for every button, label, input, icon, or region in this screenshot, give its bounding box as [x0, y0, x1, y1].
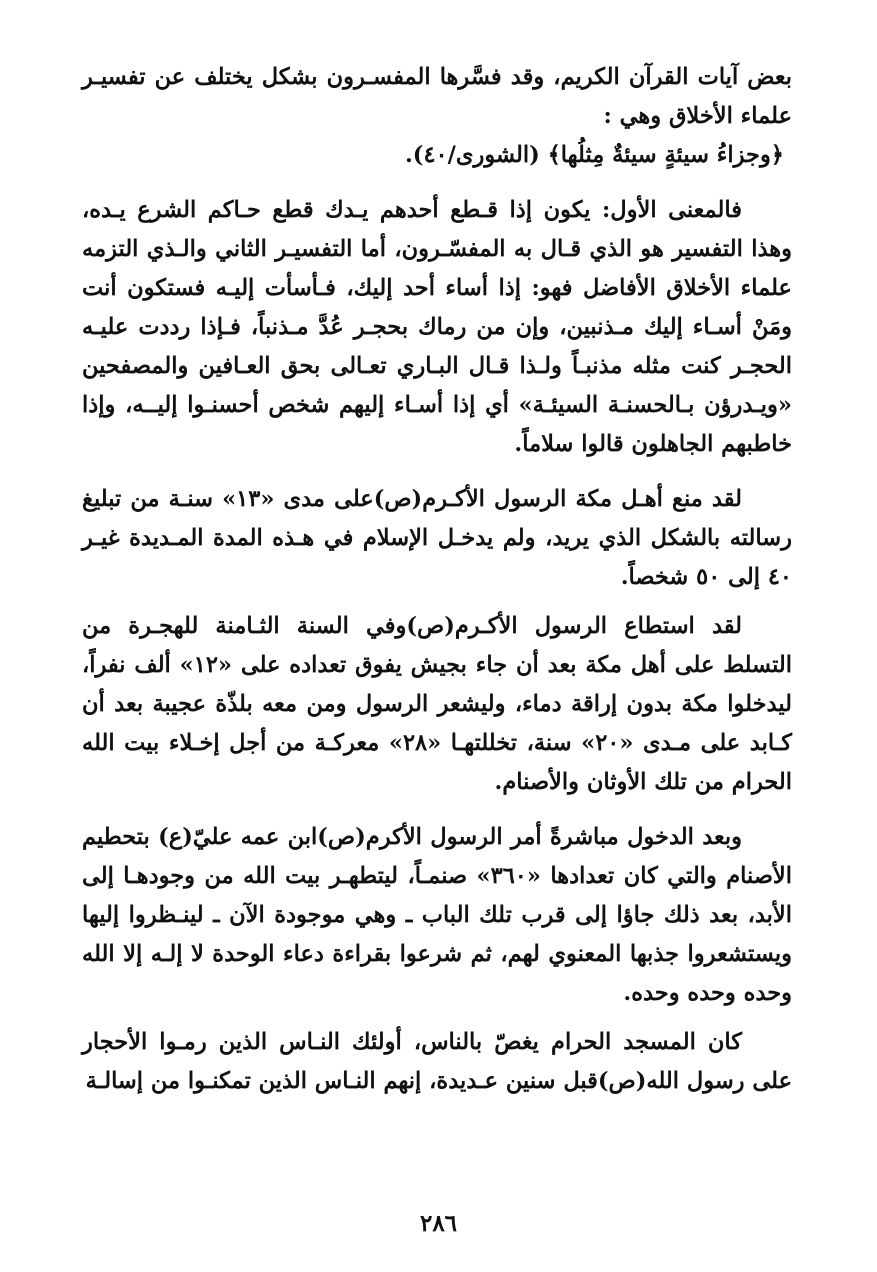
page-number: ٢٨٦ [419, 1210, 458, 1237]
paragraph-5: كان المسجد الحرام يغصّ بالناس، أولئك النـاس الذين رمـوا الأحجار على رسول الله(ص)قبل سنين عـديدة، إنهم النـاس الذين تمكنـوا من إسالـة [82, 1029, 792, 1094]
quran-verse: ﴿وجزاءُ سيئةٍ سيئةٌ مِثلُها﴾ (الشورى/٤٠). [404, 142, 784, 168]
intro-text: بعض آيات القرآن الكريم، وقد فسَّرها المفسـرون بشكل يختلف عن تفسيـر علماء الأخلاق وهي : [82, 64, 792, 129]
page-body [82, 58, 792, 1101]
paragraph-4: وبعد الدخول مباشرةً أمر الرسول الأكرم(ص)ابن عمه عليّ(ع) بتحطيم الأصنام والتي كان تعدادها «٣٦٠» صنمـاً، ليتطهـر بيت الله من وجودهـا إلى الأبد، بعد ذلك جاؤا إلى قرب تلك الباب ـ وهي موجودة الآن ـ لينـظروا إليها ويستشعروا جذبها المعنوي لهم، ثم شرعوا بقراءة دعاء الوحدة لا إلـه إلا الله وحده وحده وحده. [82, 824, 793, 1006]
paragraph-2: لقد منع أهـل مكة الرسول الأكـرم(ص)على مدى «١٣» سنـة من تبليغ رسالته بالشكل الذي يريد، ولم يدخـل الإسلام في هـذه المدة المـديدة غيـر ٤٠ إلى ٥٠ شخصاً. [82, 486, 792, 590]
paragraph-3: لقد استطاع الرسول الأكـرم(ص)وفي السنة الثـامنة للهجـرة من التسلط على أهل مكة بعد أن جاء بجيش يفوق تعداده على «١٢» ألف نفراً، ليدخلوا مكة بدون إراقة دماء، وليشعر الرسول ومن معه بلذّة عجيبة بعد أن كـابد على مـدى «٢٠» سنة، تخللتهـا «٢٨» معركـة من أجل إخـلاء بيت الله الحرام من تلك الأوثان والأصنام. [82, 613, 792, 795]
paragraph-1: فالمعنى الأول: يكون إذا قـطع أحدهم يـدك قطع حـاكم الشرع يـده، وهذا التفسير هو الذي قـال به المفسّـرون، أما التفسيـر الثاني والـذي التزمه علماء الأخلاق الأفاضل فهو: إذا أساء أحد إليك، فـأسأت إليـه فستكون أنت ومَنْ أسـاء إليك مـذنبين، وإن من رماك بحجـر عُدَّ مـذنباً، فـإذا رددت عليـه الحجـر كنت مثله مذنبـاً ولـذا قـال البـاري تعـالى بحق العـافين والمصفحين «ويـدرؤن بـالحسنـة السيئـة» أي إذا أسـاء إليهم شخص أحسنـوا إليــه، وإذا خاطبهم الجاهلون قالوا سلاماً. [82, 197, 792, 457]
